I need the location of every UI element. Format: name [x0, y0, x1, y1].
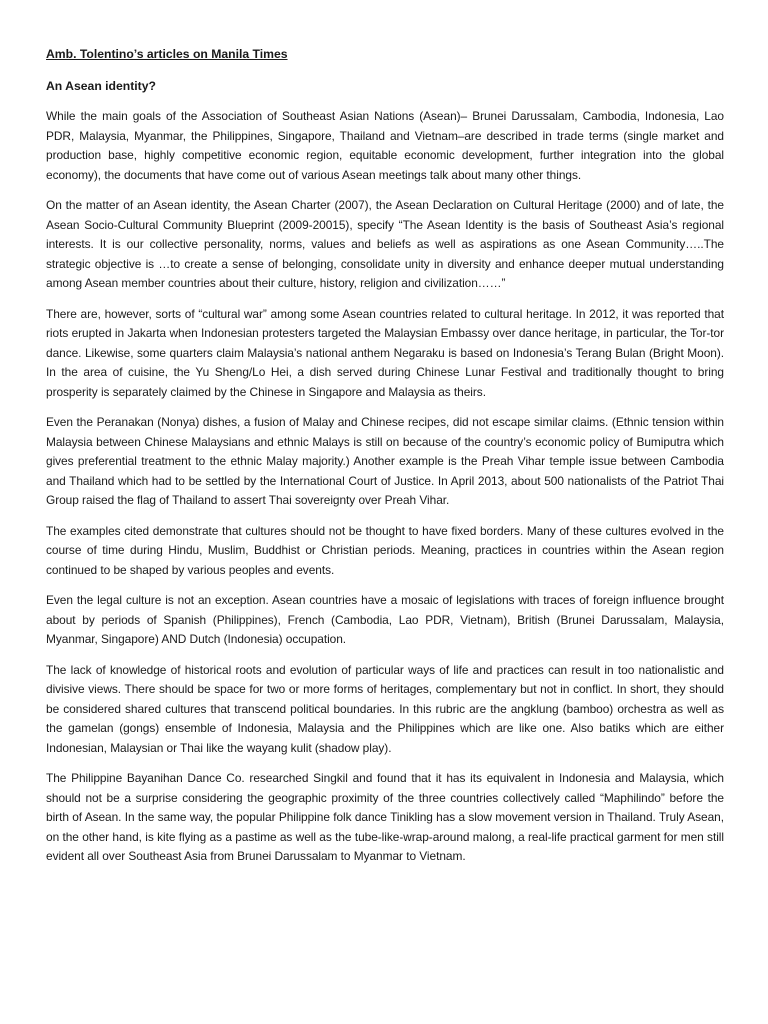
paragraph-3: There are, however, sorts of “cultural war” among some Asean countries related to cultural heritage. In 2012, it was reported that riots erupted in Jakarta when Indonesian protesters targeted the Malaysian Embassy over dance heritage, in particular, the Tor-tor dance. Likewise, some quarters claim Malaysia’s national anthem Negaraku is based on Indonesia’s Terang Bulan (Bright Moon). In the area of cuisine, the Yu Sheng/Lo Hei, a dish served during Chinese Lunar Festival and traditionally thought to bring prosperity is separately claimed by the Chinese in Singapore and Malaysia as theirs.: [46, 306, 724, 399]
paragraph-8: The Philippine Bayanihan Dance Co. researched Singkil and found that it has its equivalent in Indonesia and Malaysia, which should not be a surprise considering the geographic proximity of the three countries collectively called “Maphilindo” before the birth of Asean. In the same way, the popular Philippine folk dance Tinikling has a slow movement version in Thailand. Truly Asean, on the other hand, is kite flying as a pastime as well as the tube-like-wrap-around malong, a real-life practical garment for men still evident all over Southeast Asia from Brunei Darussalam to Myanmar to Vietnam.: [46, 771, 724, 863]
paragraph-4: Even the Peranakan (Nonya) dishes, a fusion of Malay and Chinese recipes, did not escape similar claims. (Ethnic tension within Malaysia between Chinese Malaysians and ethnic Malays is still on because of the country’s economic policy of Bumiputra which gives preferential treatment to the ethnic Malay majority.) Another example is the Preah Vihar temple issue between Cambodia and Thailand which had to be settled by the International Court of Justice. In April 2013, about 500 nationalists of the Patriot Thai Group raised the flag of Thailand to assert Thai sovereignty over Preah Vihar.: [46, 415, 724, 507]
paragraph-6: Even the legal culture is not an exception. Asean countries have a mosaic of legislations with traces of foreign influence brought about by periods of Spanish (Philippines), French (Cambodia, Lao PDR, Vietnam), British (Brunei Darussalam, Malaysia, Myanmar, Singapore) AND Dutch (Indonesia) occupation.: [46, 593, 724, 646]
paragraph-7: The lack of knowledge of historical roots and evolution of particular ways of life and practices can result in too nationalistic and divisive views. There should be space for two or more forms of heritages, complementary but not in conflict. In short, they should be considered shared cultures that transcend political boundaries. In this rubric are the angklung (bamboo) orchestra as well as the gamelan (gongs) ensemble of Indonesia, Malaysia and the Philippines which are like one. Also batiks which are either Indonesian, Malaysian or Thai like the wayang kulit (shadow play).: [46, 662, 724, 755]
paragraph-1: While the main goals of the Association of Southeast Asian Nations (Asean)– Brunei Darussalam, Cambodia, Indonesia, Lao PDR, Malaysia, Myanmar, the Philippines, Singapore, Thailand and Vietnam–are described in trade terms (single market and production base, highly competitive economic region, equitable economic development, further integration into the global economy), the documents that have come out of various Asean meetings talk about many other things.: [46, 109, 724, 182]
document-header: Amb. Tolentino’s articles on Manila Times: [46, 47, 288, 61]
paragraph-5: The examples cited demonstrate that cultures should not be thought to have fixed borders. Many of these cultures evolved in the course of time during Hindu, Muslim, Buddhist or Christian periods. Meaning, practices in countries within the Asean region continued to be shaped by various peoples and events.: [46, 523, 724, 577]
paragraph-2: On the matter of an Asean identity, the Asean Charter (2007), the Asean Declaration on Cultural Heritage (2000) and of late, the Asean Socio-Cultural Community Blueprint (2009-20015), specify “The Asean Identity is the basis of Southeast Asia’s regional interests. It is our collective personality, norms, values and beliefs as well as aspirations as one Asean Community…..The strategic objective is …to create a sense of belonging, consolidate unity in diversity and enhance deeper mutual understanding among Asean member countries about their culture, history, religion and civilization……”: [46, 198, 724, 290]
document-page: [46, 44, 724, 878]
article-title: An Asean identity?: [46, 79, 156, 93]
